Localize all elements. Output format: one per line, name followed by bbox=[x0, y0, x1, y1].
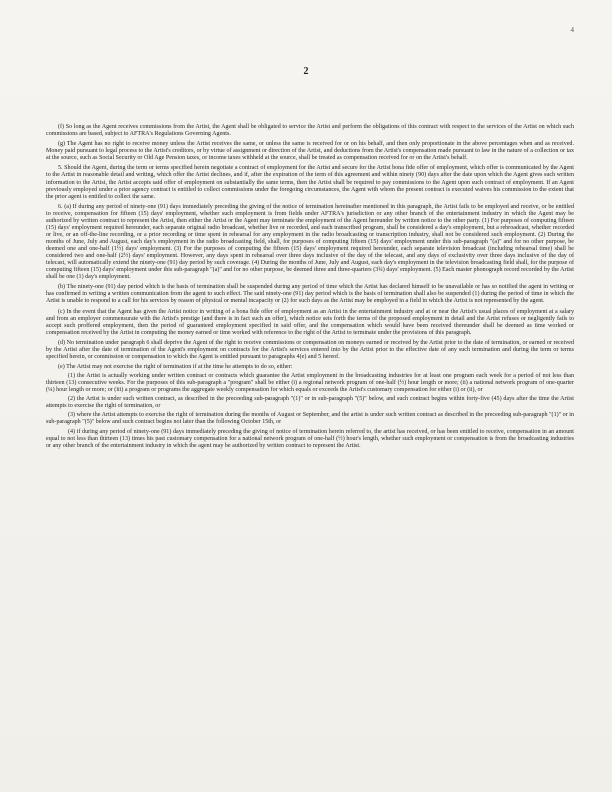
page-number: 2 bbox=[303, 66, 309, 77]
corner-mark: 4 bbox=[570, 26, 574, 34]
subclause-1: (1) the Artist is actually working under written contract or contracts which guarantee the Artist employment in the broadcasting industries for at least one program each week for a period of not less than thirteen (13) consecutive weeks. For the purposes of this sub-paragraph a "program" shall be either (i) a regional network program of one-half (½) hour length or more; (ii) a national network program of one-quarter (¼) hour length or more; or (iii) a program or programs the aggregate weekly compensation for which equals or exceeds the Artist's customary compensation for either (i) or (ii), or bbox=[46, 372, 574, 393]
paragraph-6e: (e) The Artist may not exercise the right of termination if at the time he attempts to do so, either: bbox=[58, 364, 293, 371]
paragraph-6d: (d) No termination under paragraph 6 shall deprive the Agent of the right to receive commissions or compensation on moneys earned or received by the Artist prior to the date of termination, or earned or received by the Artist after the date of termination of the Agent's employment on contracts for the Artist's services entered into by the Artist prior to the effective date of any such termination and during the term or terms specified herein, or commission or compensation to which the Agent is entitled pursuant to paragraphs 4(e) and 5 hereof. bbox=[46, 339, 574, 360]
paragraph-4f: (f) So long as the Agent receives commissions from the Artist, the Agent shall be obligated to service the Artist and perform the obligations of this contract with respect to the services of the Artist on which such commissions are based, subject to AFTRA's Regulations Governing Agents. bbox=[46, 124, 574, 138]
subclause-3: (3) where the Artist attempts to exercise the right of termination during the months of August or September, and the artist is under such written contract as described in the preceeding sub-paragraph "(1)" or in sub-paragraph "(5)" below and such contract begins not later than the following October 15th, or bbox=[46, 412, 574, 426]
paragraph-6c: (c) In the event that the Agent has given the Artist notice in writing of a bona fide offer of employment as an Artist in the entertainment industry and at or near the Artist's usual places of employment at a salary and from an employer commensurate with the Artist's prestige (and there is in fact such an offer), which notice sets forth the terms of the proposed employment in detail and the Artist refuses or negligently fails to accept such proffered employment, then the period of guaranteed employment specified in said offer, and the compensation which would have been received thereunder shall be deemed as time worked or compensation received by the Artist in computing the money earned or time worked with reference to the right of the Artist to terminate under the provisions of this paragraph. bbox=[46, 308, 574, 336]
paragraph-5: 5. Should the Agent, during the term or terms specified herein negotiate a contract of employment for the Artist and secure for the Artist bona fide offer of employment, which offer is communicated by the Agent to the Artist in reasonable detail and writing, which offer the Artist declines, and if, after the expiration of the term of this agreement and within ninety (90) days after the date upon which the Agent gives such written information to the Artist, the Artist accepts said offer of employment on substantially the same terms, then the Artist shall be required to pay commissions to the Agent upon such contract of employment. If an Agent previously employed under a prior agency contract is entitled to collect commissions under the foregoing circumstances, the Agent with whom the present contract is executed waives his commission to the extent that the prior agent is entitled to collect the same. bbox=[46, 165, 574, 200]
paragraph-4g: (g) The Agent has no right to receive money unless the Artist receives the same, or unless the same is received for or on his behalf, and then only proportionate in the above percentages when and as received. Money paid pursuant to legal process to the Artist's creditors, or by virtue of assignment or direction of the Artist, and deductions from the Artist's compensation made pursuant to law in the nature of a collection or tax at the source, such as Social Security or Old Age Pension taxes, or income taxes withheld at the source, shall be treated as compensation received for or on the Artist's behalf. bbox=[46, 141, 574, 162]
paragraph-6b: (b) The ninety-one (91) day period which is the basis of termination shall be suspended during any period of time which the Artist has declared himself to be unavailable or has so notified the agent in writing or has confirmed in writing a written communication from the agent to such effect. The said ninety-one (91) day period which is the basis of termination shall also be suspended (1) during the period of time in which the Artist is unable to respond to a call for his services by reason of physical or mental incapacity or (2) for such days as the Artist may be employed in a field in which the Artist is not represented by the agent. bbox=[46, 284, 574, 305]
subclause-4: (4) if during any period of ninety-one (91) days immediately preceding the giving of notice of termination herein referred to, the artist has received, or has been entitled to receive, compensation in an amount equal to not less than thirteen (13) times his past customary compensation for a national network program of one-half (½) hour's length, whether such employment or compensation is from the broadcasting industries or any other branch of the entertainment industry in which the agent may be authorized by written contract to represent the Artist. bbox=[46, 428, 574, 449]
subclause-2: (2) the Artist is under such written contract, as described in the preceeding sub-paragraph "(1)" or in sub-paragraph "(5)" below, and such contract begins within forty-five (45) days after the time the Artist attempts to exercise the right of termination, or bbox=[46, 396, 574, 410]
paragraph-6a: 6. (a) If during any period of ninety-one (91) days immediately preceding the giving of the notice of termination hereinafter mentioned in this paragraph, the Artist fails to be employed and receive, or be entitled to receive, compensation for fifteen (15) days' employment, whether such employment is from fields under AFTRA's jurisdiction or any other branch of the entertainment industry in which the Agent may be authorized by written contract to represent the Artist, then either the Artist or the Agent may terminate the employment of the Agent hereunder by written notice to the other party. (1) For purposes of computing fifteen (15) days' employment required hereunder, each separate original radio broadcast, whether live or recorded, and each transcribed program, shall be considered a day's employment, but a rebroadcast, whether recorded or live, or an off-the-line recording, or a prior recording or time spent in rehearsal for any employment in the radio broadcasting or transcription industry, shall not be considered such employment. (2) During the months of June, July and August, each day's employment in the radio broadcasting field, shall, for purposes of computing fifteen (15) days' employment under this sub-paragraph "(a)" and for no other purpose, be deemed one and one-half (1½) days' employment. (3) For the purposes of computing the fifteen (15) days' employment required hereunder, each separate television broadcast (including rehearsal time) shall be considered two and one-half (2½) days' employment. However, any days spent in rehearsal over three days inclusive of the day of the telecast, and any days of exclusivity over three days inclusive of the day of telecast, will automatically extend the ninety-one (91) day period by such coverage. (4) During the months of June, July and August, each day's employment in the television broadcasting field shall, for the purpose of computing fifteen (15) days' employment under this sub-paragraph "(a)" and for no other purpose, be deemed three and three-quarters (3¾) days' employment. (5) Each master phonograph record recorded by the Artist shall be one (1) day's employment. bbox=[46, 203, 574, 281]
contract-body bbox=[46, 124, 574, 450]
